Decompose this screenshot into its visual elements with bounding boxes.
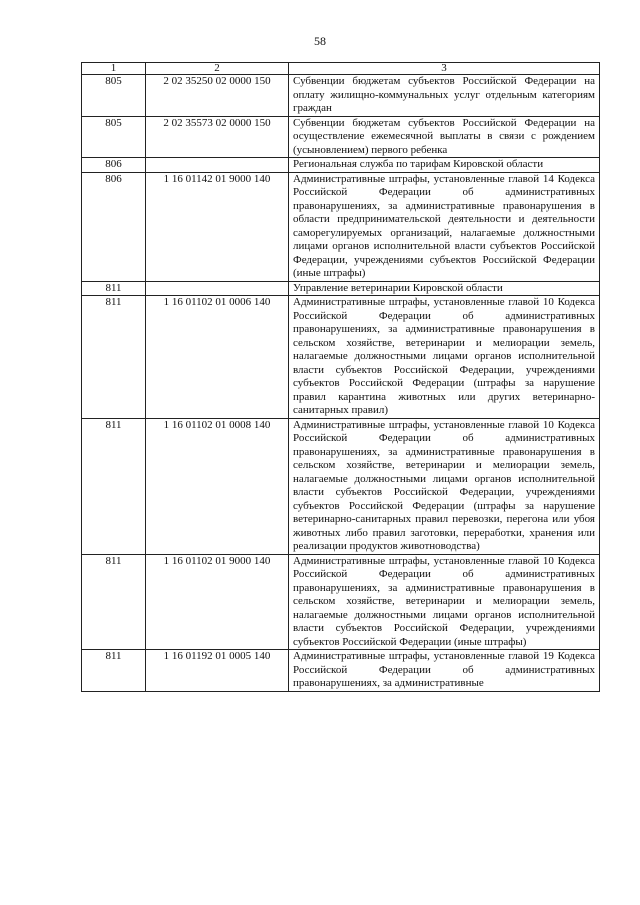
table-row	[82, 158, 600, 173]
description-cell: Управление ветеринарии Кировской области	[289, 281, 600, 296]
admin-code-cell: 805	[82, 75, 146, 117]
admin-code-cell: 805	[82, 116, 146, 158]
column-header-3: 3	[289, 63, 600, 75]
admin-code-cell: 811	[82, 296, 146, 419]
budget-code-cell: 1 16 01192 01 0005 140	[146, 650, 289, 692]
table-row	[82, 554, 600, 650]
revenue-codes-table	[81, 62, 600, 692]
admin-code-cell: 806	[82, 158, 146, 173]
budget-code-cell	[146, 281, 289, 296]
description-cell: Административные штрафы, установленные главой 19 Кодекса Российской Федерации об административных правонарушениях, за административные	[289, 650, 600, 692]
budget-code-cell: 2 02 35250 02 0000 150	[146, 75, 289, 117]
description-cell: Административные штрафы, установленные главой 14 Кодекса Российской Федерации об административных правонарушениях, за административные правонарушения в области предпринимательской деятельности и деятельности саморегулируемых организаций, налагаемые должностными лицами органов исполнительной власти субъектов Российской Федерации, учреждениями субъектов Российской Федерации (иные штрафы)	[289, 172, 600, 281]
table-row	[82, 75, 600, 117]
admin-code-cell: 806	[82, 172, 146, 281]
admin-code-cell: 811	[82, 418, 146, 554]
description-cell: Административные штрафы, установленные главой 10 Кодекса Российской Федерации об административных правонарушениях, за административные правонарушения в сельском хозяйстве, ветеринарии и мелиорации земель, налагаемые должностными лицами органов исполнительной власти субъектов Российской Федерации, учреждениями субъектов Российской Федерации (штрафы за нарушение ветеринарно-санитарных правил перевозки, перегона или убоя животных либо правил заготовки, переработки, хранения или реализации продуктов животноводства)	[289, 418, 600, 554]
table-row	[82, 418, 600, 554]
budget-code-cell: 2 02 35573 02 0000 150	[146, 116, 289, 158]
table-row	[82, 281, 600, 296]
description-cell: Административные штрафы, установленные главой 10 Кодекса Российской Федерации об административных правонарушениях, за административные правонарушения в сельском хозяйстве, ветеринарии и мелиорации земель, налагаемые должностными лицами органов исполнительной власти субъектов Российской Федерации, учреждениями субъектов Российской Федерации (иные штрафы)	[289, 554, 600, 650]
admin-code-cell: 811	[82, 554, 146, 650]
table-row	[82, 296, 600, 419]
description-cell: Субвенции бюджетам субъектов Российской Федерации на оплату жилищно-коммунальных услуг отдельным категориям граждан	[289, 75, 600, 117]
table-row	[82, 116, 600, 158]
page-number: 58	[314, 34, 326, 48]
description-cell: Субвенции бюджетам субъектов Российской Федерации на осуществление ежемесячной выплаты в связи с рождением (усыновлением) первого ребенка	[289, 116, 600, 158]
description-cell: Региональная служба по тарифам Кировской области	[289, 158, 600, 173]
budget-code-cell: 1 16 01102 01 9000 140	[146, 554, 289, 650]
column-header-2: 2	[146, 63, 289, 75]
budget-code-cell	[146, 158, 289, 173]
table-row	[82, 650, 600, 692]
admin-code-cell: 811	[82, 650, 146, 692]
budget-code-cell: 1 16 01102 01 0008 140	[146, 418, 289, 554]
budget-code-cell: 1 16 01142 01 9000 140	[146, 172, 289, 281]
admin-code-cell: 811	[82, 281, 146, 296]
table-row	[82, 172, 600, 281]
description-cell: Административные штрафы, установленные главой 10 Кодекса Российской Федерации об административных правонарушениях, за административные правонарушения в сельском хозяйстве, ветеринарии и мелиорации земель, налагаемые должностными лицами органов исполнительной власти субъектов Российской Федерации, учреждениями субъектов Российской Федерации (штрафы за нарушение правил карантина животных или других ветеринарно-санитарных правил)	[289, 296, 600, 419]
column-header-1: 1	[82, 63, 146, 75]
table-header-row	[82, 63, 600, 75]
budget-code-cell: 1 16 01102 01 0006 140	[146, 296, 289, 419]
